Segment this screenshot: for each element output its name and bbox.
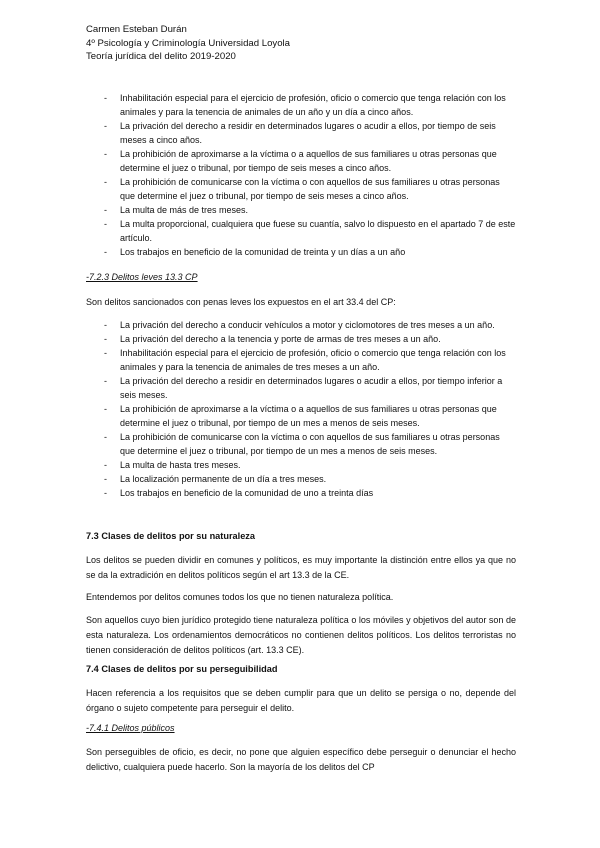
paragraph: Son perseguibles de oficio, es decir, no pone que alguien específico debe perseguir o denunciar el hecho delictivo, cualquiera puede hacerlo. Son la mayoría de los delitos del CP <box>86 747 516 772</box>
list-item: - La multa proporcional, cualquiera que fuese su cuantía, salvo lo dispuesto en el apartado 7 de este artículo. <box>86 217 516 245</box>
list-item: - Los trabajos en beneficio de la comunidad de treinta y un días a un año <box>86 245 516 259</box>
list-item: - La prohibición de aproximarse a la víctima o a aquellos de sus familiares u otras personas que determine el juez o tribunal, por tiempo de un mes a menos de seis meses. <box>86 402 516 430</box>
list-item: - La privación del derecho a residir en determinados lugares o acudir a ellos, por tiempo de seis meses a cinco años. <box>86 119 516 147</box>
list-item: - La localización permanente de un día a tres meses. <box>86 472 516 486</box>
list-item: - La privación del derecho a conducir vehículos a motor y ciclomotores de tres meses a un año. <box>86 318 516 332</box>
list-item: - Los trabajos en beneficio de la comunidad de uno a treinta días <box>86 486 516 500</box>
page-header <box>86 23 290 64</box>
section-intro: Son delitos sancionados con penas leves los expuestos en el art 33.4 del CP: <box>86 297 396 307</box>
list-item: - Inhabilitación especial para el ejercicio de profesión, oficio o comercio que tenga relación con los animales y para la tenencia de animales de un año y un día a cinco años. <box>86 91 516 119</box>
paragraph: Hacen referencia a los requisitos que se deben cumplir para que un delito se persiga o no, depende del órgano o sujeto competente para perseguir el delito. <box>86 688 516 713</box>
section-heading-7-4: 7.4 Clases de delitos por su perseguibilidad <box>86 664 278 674</box>
paragraph: Son aquellos cuyo bien jurídico protegido tiene naturaleza política o los móviles y objetivos del autor son de esta naturaleza. Los ordenamientos democráticos no contienen delitos políticos. Los delitos terroristas no tienen consideración de delitos políticos (art. 13.3 CE). <box>86 615 516 655</box>
list-item: - La multa de más de tres meses. <box>86 203 516 217</box>
penalties-list-leves <box>86 318 516 500</box>
list-item: - La privación del derecho a residir en determinados lugares o acudir a ellos, por tiempo inferior a seis meses. <box>86 374 516 402</box>
subject-name: Teoría jurídica del delito 2019-2020 <box>86 51 236 62</box>
author-name: Carmen Esteban Durán <box>86 24 187 35</box>
section-heading-7-4-1: -7.4.1 Delitos públicos <box>86 723 175 733</box>
list-item: - La multa de hasta tres meses. <box>86 458 516 472</box>
list-item: - La prohibición de comunicarse con la víctima o con aquellos de sus familiares u otras personas que determine el juez o tribunal, por tiempo de un mes a menos de seis meses. <box>86 430 516 458</box>
list-item: - La prohibición de aproximarse a la víctima o a aquellos de sus familiares u otras personas que determine el juez o tribunal, por tiempo de seis meses a cinco años. <box>86 147 516 175</box>
paragraph: Entendemos por delitos comunes todos los que no tienen naturaleza política. <box>86 592 394 602</box>
penalties-list-grave <box>86 91 516 259</box>
section-heading-7-3: 7.3 Clases de delitos por su naturaleza <box>86 531 256 541</box>
paragraph: Los delitos se pueden dividir en comunes y políticos, es muy importante la distinción entre ellos ya que no se da la extradición en delitos políticos según el art 13.3 de la CE. <box>86 555 516 580</box>
list-item: - Inhabilitación especial para el ejercicio de profesión, oficio o comercio que tenga relación con los animales y para la tenencia de animales de tres meses a un año. <box>86 346 516 374</box>
list-item: - La prohibición de comunicarse con la víctima o con aquellos de sus familiares u otras personas que determine el juez o tribunal, por tiempo de seis meses a cinco años. <box>86 175 516 203</box>
section-heading-7-2-3: -7.2.3 Delitos leves 13.3 CP <box>86 272 198 282</box>
list-item: - La privación del derecho a la tenencia y porte de armas de tres meses a un año. <box>86 332 516 346</box>
course-name: 4º Psicología y Criminología Universidad Loyola <box>86 37 291 49</box>
